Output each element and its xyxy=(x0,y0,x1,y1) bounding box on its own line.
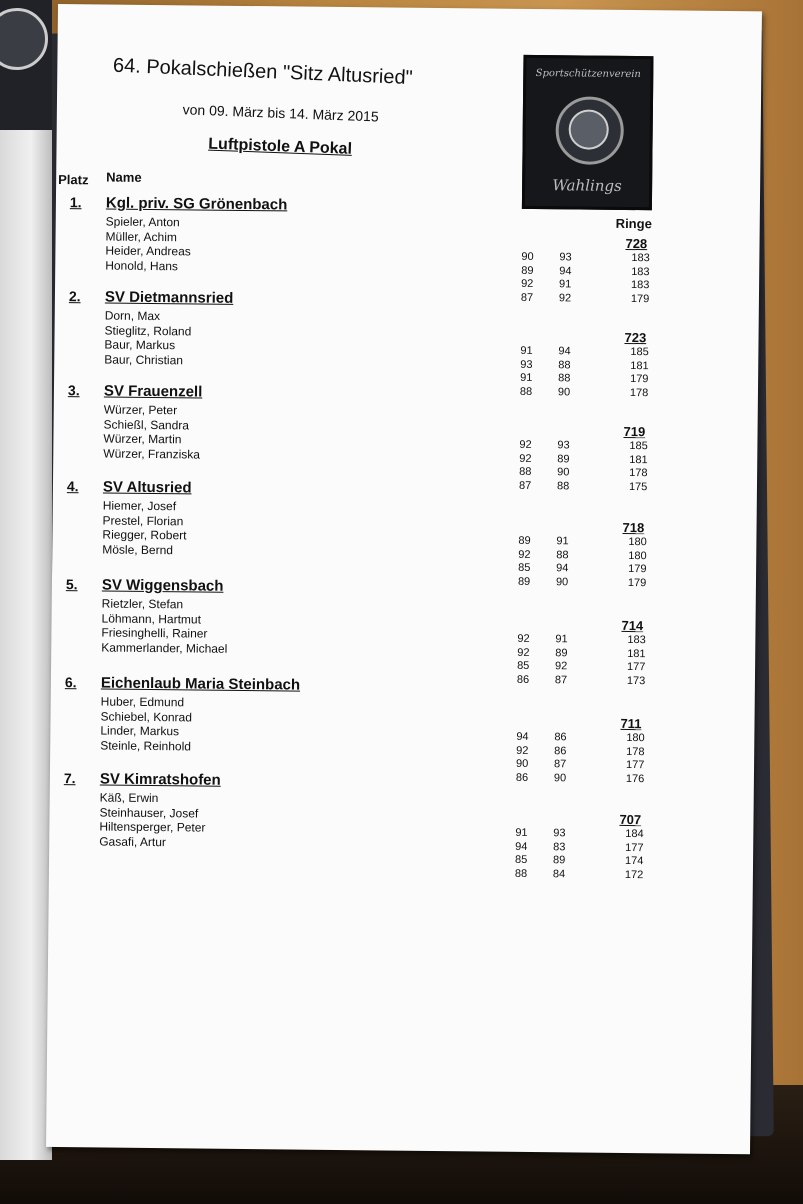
score-row xyxy=(521,278,597,292)
team-total-rings: 707 xyxy=(619,811,642,828)
series-score: 92 xyxy=(558,291,572,304)
left-page-logo-strip xyxy=(0,0,52,130)
team-place: 4. xyxy=(66,478,79,495)
member-name: Schiebel, Konrad xyxy=(100,708,193,724)
member-subtotal: 180 xyxy=(628,549,647,562)
score-row xyxy=(520,358,596,372)
column-header-platz: Platz xyxy=(58,172,89,188)
series-score: 94 xyxy=(558,345,571,358)
series-score: 91 xyxy=(520,371,533,384)
series-score: 91 xyxy=(520,344,533,357)
member-subtotal: 174 xyxy=(624,854,644,868)
team-place: 5. xyxy=(65,576,78,593)
team-total-rings: 719 xyxy=(623,423,646,440)
column-header-ringe: Ringe xyxy=(615,215,652,232)
series-score: 94 xyxy=(556,562,569,575)
series-score: 85 xyxy=(518,561,531,574)
series-score: 88 xyxy=(556,479,570,492)
member-subtotal: 183 xyxy=(631,265,650,278)
member-subtotal: 173 xyxy=(626,674,646,687)
series-score: 89 xyxy=(555,646,568,659)
score-row xyxy=(518,562,594,576)
member-subtotal: 179 xyxy=(630,373,649,386)
series-score: 91 xyxy=(559,278,572,291)
member-name: Rietzler, Stefan xyxy=(101,596,184,612)
series-score: 87 xyxy=(520,291,534,304)
series-score: 83 xyxy=(553,840,566,853)
member-name: Müller, Achim xyxy=(105,229,178,244)
series-score: 90 xyxy=(521,250,534,263)
member-subtotal: 185 xyxy=(629,440,648,453)
member-name: Prestel, Florian xyxy=(102,512,184,528)
member-name: Steinle, Reinhold xyxy=(100,737,192,753)
member-name: Löhmann, Hartmut xyxy=(101,610,202,627)
results-page xyxy=(46,4,762,1154)
team-total-rings: 711 xyxy=(620,715,642,732)
series-score: 91 xyxy=(515,826,528,839)
member-name: Hiltensperger, Peter xyxy=(99,819,206,835)
member-subtotal: 178 xyxy=(626,745,645,758)
score-row xyxy=(519,439,595,453)
series-score: 88 xyxy=(514,867,528,880)
member-subtotal: 181 xyxy=(630,359,649,372)
member-subtotal: 178 xyxy=(629,386,649,399)
series-score: 88 xyxy=(558,358,571,371)
series-score: 92 xyxy=(517,632,530,645)
emblem-arc-text: Sportschützenverein xyxy=(535,68,641,81)
series-score: 87 xyxy=(554,673,568,686)
member-name: Mösle, Bernd xyxy=(102,541,174,557)
series-score: 85 xyxy=(515,853,528,866)
series-score: 86 xyxy=(516,673,530,686)
score-row xyxy=(521,251,597,265)
series-score: 90 xyxy=(553,771,567,784)
series-score: 89 xyxy=(518,534,531,547)
member-subtotal: 179 xyxy=(627,576,647,589)
series-score: 92 xyxy=(519,438,532,451)
team-club-name: Eichenlaub Maria Steinbach xyxy=(100,674,301,694)
series-score: 94 xyxy=(515,840,528,853)
score-row xyxy=(517,633,593,647)
member-subtotal: 179 xyxy=(630,292,650,305)
member-name: Heider, Andreas xyxy=(105,243,191,259)
series-score: 93 xyxy=(553,827,566,840)
series-score: 90 xyxy=(555,575,569,588)
series-score: 92 xyxy=(521,277,534,290)
member-name: Steinhauser, Josef xyxy=(99,804,199,821)
club-emblem xyxy=(522,55,654,210)
member-subtotal: 180 xyxy=(628,536,647,549)
series-score: 91 xyxy=(555,633,568,646)
series-score: 88 xyxy=(519,385,533,398)
score-row xyxy=(518,535,594,549)
member-subtotal: 175 xyxy=(628,480,648,493)
member-name: Dorn, Max xyxy=(104,308,161,324)
member-name: Riegger, Robert xyxy=(102,527,187,543)
score-row xyxy=(517,646,593,660)
series-score: 92 xyxy=(518,548,531,561)
member-name: Hiemer, Josef xyxy=(102,498,177,514)
member-subtotal: 179 xyxy=(628,563,647,576)
member-name: Würzer, Franziska xyxy=(103,445,201,462)
score-row xyxy=(515,854,591,868)
left-page-edge xyxy=(0,0,52,1160)
score-row xyxy=(515,867,591,881)
team-total-rings: 728 xyxy=(625,235,648,252)
series-score: 90 xyxy=(557,385,571,398)
score-row xyxy=(516,731,592,745)
series-score: 93 xyxy=(557,439,570,452)
series-score: 88 xyxy=(558,372,571,385)
member-series-scores xyxy=(515,827,592,882)
document-dates: von 09. März bis 14. März 2015 xyxy=(182,101,379,125)
member-subtotal: 180 xyxy=(626,731,645,745)
series-score: 93 xyxy=(559,251,572,264)
series-score: 92 xyxy=(519,452,532,465)
emblem-chapel-icon xyxy=(569,109,609,149)
team-members xyxy=(100,694,192,753)
team-club-name: SV Kimratshofen xyxy=(99,770,221,789)
member-subtotal: 177 xyxy=(625,758,645,772)
series-score: 88 xyxy=(519,465,532,478)
emblem-bottom-text: Wahlings xyxy=(552,176,622,195)
series-score: 94 xyxy=(559,264,572,277)
team-total-rings: 714 xyxy=(621,617,644,634)
team-members xyxy=(103,403,200,462)
team-place: 1. xyxy=(69,194,82,211)
cup-name: Luftpistole A Pokal xyxy=(208,135,353,158)
series-score: 89 xyxy=(557,452,570,465)
series-score: 84 xyxy=(552,867,566,880)
member-subtotal: 177 xyxy=(625,841,644,854)
team-place: 6. xyxy=(64,674,77,691)
member-name: Käß, Erwin xyxy=(99,790,159,806)
series-score: 89 xyxy=(521,264,534,277)
team-place: 7. xyxy=(63,770,76,787)
member-name: Kammerlander, Michael xyxy=(101,639,228,656)
score-row xyxy=(519,466,595,480)
member-subtotal: 185 xyxy=(630,346,649,359)
team-club-name: SV Dietmannsried xyxy=(104,288,234,307)
emblem-ring-icon xyxy=(555,96,624,165)
member-name: Honold, Hans xyxy=(105,258,179,273)
member-name: Baur, Markus xyxy=(104,337,176,353)
series-score: 86 xyxy=(554,731,567,744)
document-title: 64. Pokalschießen "Sitz Altusried" xyxy=(112,54,414,90)
member-subtotal: 183 xyxy=(631,252,650,265)
team-total-rings: 723 xyxy=(624,329,647,346)
score-row xyxy=(520,372,596,386)
team-total-rings: 718 xyxy=(622,519,645,536)
team-members xyxy=(102,498,187,557)
team-club-name: SV Frauenzell xyxy=(103,382,203,401)
series-score: 85 xyxy=(517,659,530,672)
team-members xyxy=(101,596,228,655)
series-score: 88 xyxy=(556,548,569,561)
column-header-name: Name xyxy=(106,169,142,185)
member-subtotal: 177 xyxy=(627,660,646,674)
left-page-emblem-icon xyxy=(0,8,48,70)
member-subtotal: 178 xyxy=(629,467,648,480)
team-members xyxy=(99,790,206,849)
series-score: 91 xyxy=(556,535,569,548)
series-score: 90 xyxy=(516,757,529,770)
score-row xyxy=(520,345,596,359)
series-score: 89 xyxy=(552,854,566,867)
series-score: 92 xyxy=(516,744,529,757)
member-name: Friesinghelli, Rainer xyxy=(101,625,208,641)
series-score: 93 xyxy=(520,358,533,371)
series-score: 89 xyxy=(517,575,531,588)
series-score: 87 xyxy=(518,479,532,492)
score-row xyxy=(521,264,597,278)
series-score: 90 xyxy=(557,466,570,479)
score-row xyxy=(515,827,591,841)
member-name: Linder, Markus xyxy=(100,723,180,739)
team-club-name: SV Wiggensbach xyxy=(101,576,224,595)
member-name: Huber, Edmund xyxy=(100,694,185,710)
team-club-name: Kgl. priv. SG Grönenbach xyxy=(105,194,288,214)
member-name: Stieglitz, Roland xyxy=(104,323,192,338)
member-name: Gasafi, Artur xyxy=(99,833,167,849)
score-row xyxy=(517,660,593,674)
score-row xyxy=(519,452,595,466)
member-name: Würzer, Martin xyxy=(103,431,182,447)
member-subtotal: 172 xyxy=(624,868,644,881)
member-subtotal: 184 xyxy=(625,827,644,841)
team-members xyxy=(104,309,191,368)
member-name: Würzer, Peter xyxy=(103,402,178,418)
team-place: 3. xyxy=(67,382,80,399)
team-members xyxy=(105,215,191,274)
score-row xyxy=(518,548,594,562)
series-score: 94 xyxy=(516,730,529,743)
member-subtotal: 183 xyxy=(631,279,650,292)
series-score: 86 xyxy=(515,771,529,784)
team-club-name: SV Altusried xyxy=(102,478,192,497)
member-name: Baur, Christian xyxy=(104,352,184,367)
series-score: 92 xyxy=(555,660,568,673)
series-score: 86 xyxy=(554,744,567,757)
member-name: Spieler, Anton xyxy=(105,214,180,230)
member-subtotal: 181 xyxy=(629,453,648,466)
series-score: 92 xyxy=(517,646,530,659)
score-row xyxy=(515,840,591,854)
score-row xyxy=(516,744,592,758)
member-name: Schießl, Sandra xyxy=(103,417,190,432)
member-subtotal: 183 xyxy=(627,633,646,647)
team-block xyxy=(63,770,704,881)
series-score: 87 xyxy=(554,758,567,771)
team-place: 2. xyxy=(68,288,81,305)
member-subtotal: 181 xyxy=(627,647,646,660)
score-row xyxy=(516,758,592,772)
member-subtotals xyxy=(625,828,644,882)
member-subtotal: 176 xyxy=(625,772,645,785)
